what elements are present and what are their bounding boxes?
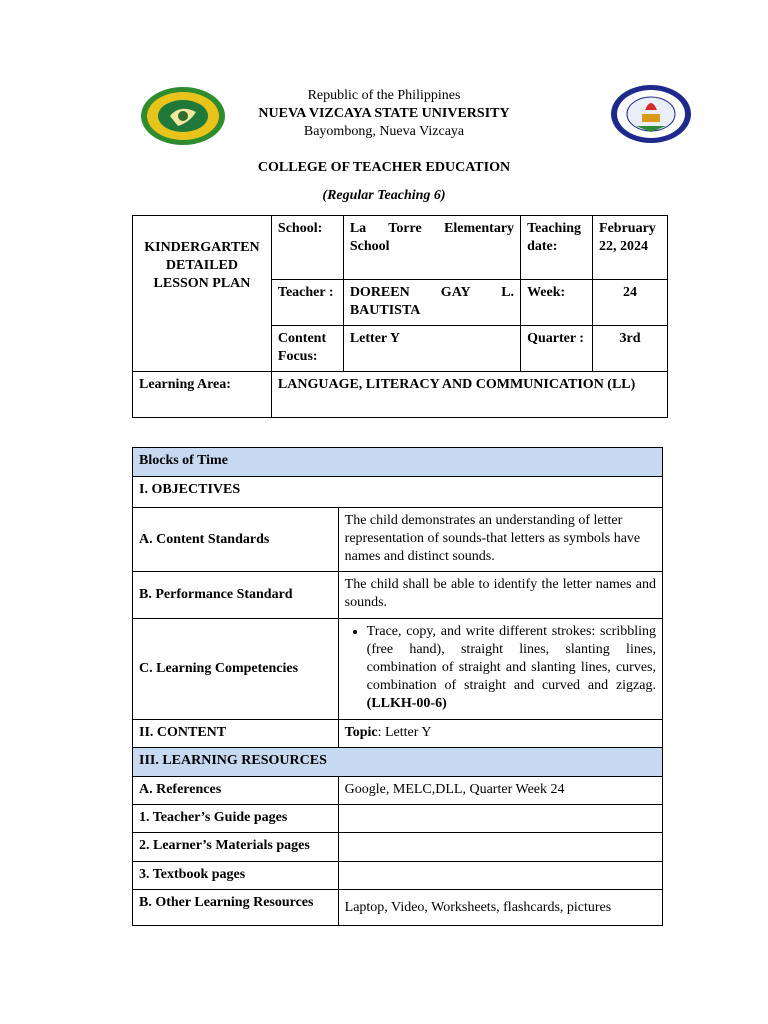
learning-competencies-cell: [338, 619, 662, 720]
topic-label: Topic: [344, 725, 378, 740]
learning-competencies-label: C. Learning Competencies: [133, 619, 339, 720]
learning-area-label: Learning Area:: [133, 372, 272, 418]
teachers-guide-value: [338, 805, 662, 833]
teachers-guide-label: 1. Teacher’s Guide pages: [133, 805, 339, 833]
content-focus-label: Content Focus:: [271, 326, 343, 372]
university-location: Bayombong, Nueva Vizcaya: [303, 124, 465, 139]
teaching-date-value: February 22, 2024: [593, 216, 668, 280]
lesson-plan-table: [132, 447, 663, 926]
lesson-plan-title: KINDERGARTEN DETAILED LESSON PLAN: [133, 216, 272, 372]
performance-standard-value: The child shall be able to identify the letter names and sounds.: [338, 572, 662, 619]
performance-standard-label: B. Performance Standard: [133, 572, 339, 619]
teaching-date-label: Teaching date:: [521, 216, 593, 280]
competencies-list: [345, 623, 656, 713]
other-resources-value: Laptop, Video, Worksheets, flashcards, pictures: [338, 890, 662, 926]
learners-materials-value: [338, 833, 662, 862]
content-header: II. CONTENT: [133, 720, 339, 748]
school-value: La Torre Elementary School: [343, 216, 520, 280]
learners-materials-label: 2. Learner’s Materials pages: [133, 833, 339, 862]
quarter-value: 3rd: [593, 326, 668, 372]
competency-item: [367, 623, 656, 713]
textbook-pages-label: 3. Textbook pages: [133, 862, 339, 890]
teacher-label: Teacher :: [271, 280, 343, 326]
school-label: School:: [271, 216, 343, 280]
references-label: A. References: [133, 777, 339, 805]
republic-line: Republic of the Philippines: [307, 88, 461, 103]
learning-area-value: LANGUAGE, LITERACY AND COMMUNICATION (LL): [271, 372, 667, 418]
topic-value: : Letter Y: [377, 725, 432, 740]
objectives-header: I. OBJECTIVES: [133, 477, 663, 508]
competency-text: Trace, copy, and write different strokes: scribbling (free hand), straight lines, slanting lines, combination of straight and slanting lines, curves, combination of straight and curved and zigzag.: [366, 624, 656, 693]
learning-resources-header: III. LEARNING RESOURCES: [133, 748, 663, 777]
content-standards-label: A. Content Standards: [133, 508, 339, 572]
competency-code: (LLKH-00-6): [366, 696, 447, 711]
week-value: 24: [593, 280, 668, 326]
week-label: Week:: [521, 280, 593, 326]
blocks-of-time-header: Blocks of Time: [133, 448, 663, 477]
other-resources-label: B. Other Learning Resources: [133, 890, 339, 926]
university-name: NUEVA VIZCAYA STATE UNIVERSITY: [258, 106, 510, 121]
lesson-info-table: [132, 215, 668, 418]
document-subtitle: (Regular Teaching 6): [322, 188, 446, 203]
quarter-label: Quarter :: [521, 326, 593, 372]
references-value: Google, MELC,DLL, Quarter Week 24: [338, 777, 662, 805]
college-name: COLLEGE OF TEACHER EDUCATION: [257, 160, 511, 175]
content-focus-value: Letter Y: [343, 326, 520, 372]
textbook-pages-value: [338, 862, 662, 890]
teacher-value: DOREEN GAY L. BAUTISTA: [343, 280, 520, 326]
topic-cell: [338, 720, 662, 748]
content-standards-value: The child demonstrates an understanding of letter representation of sounds-that letters as symbols have names and distinct sounds.: [338, 508, 662, 572]
